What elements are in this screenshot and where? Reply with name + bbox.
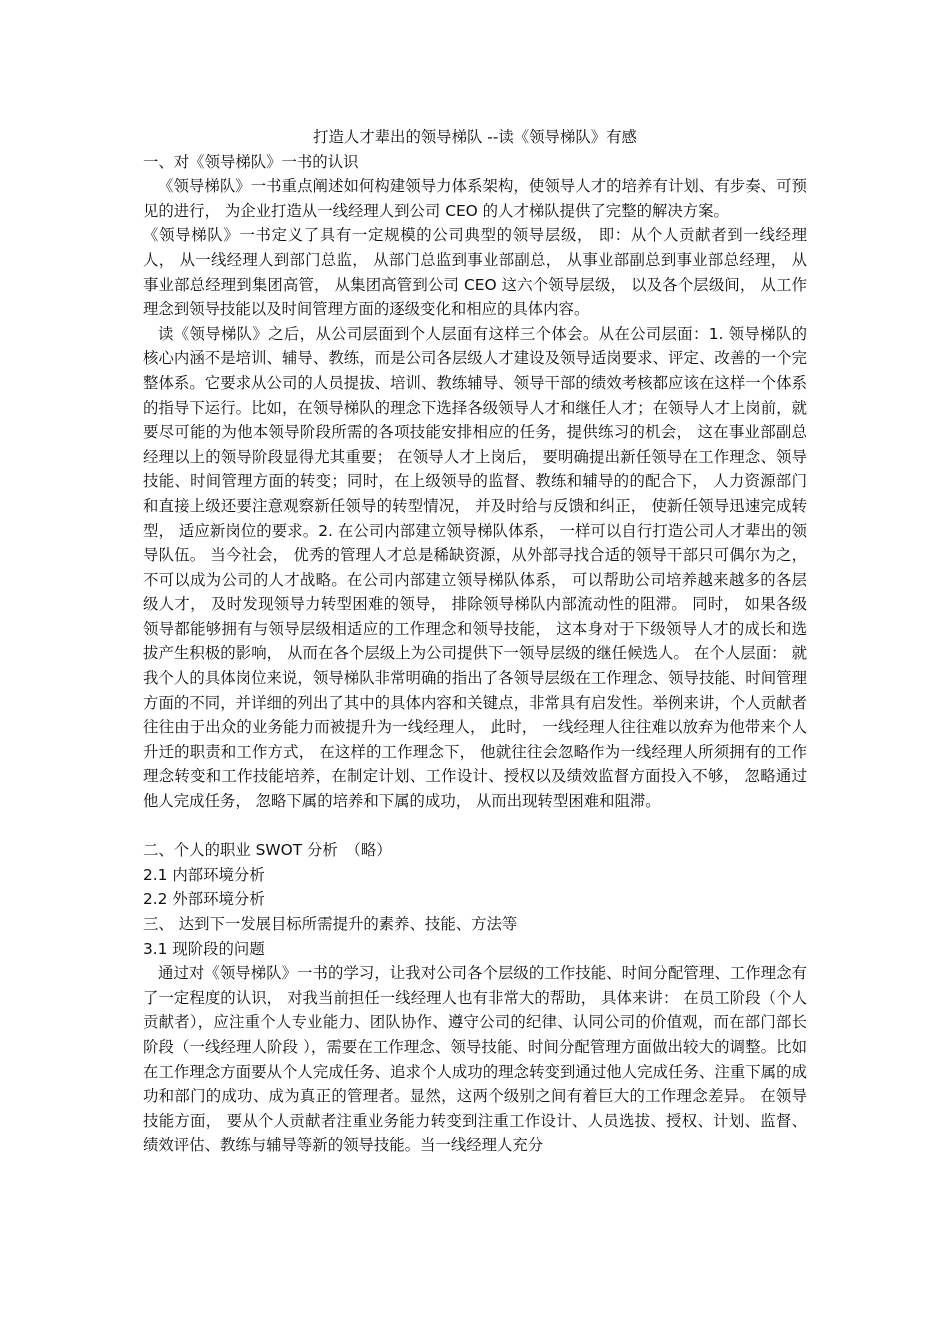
- section-3-paragraph-1: 通过对《领导梯队》一书的学习，让我对公司各个层级的工作技能、时间分配管理、工作理念有了一定程度的认识， 对我当前担任一线经理人也有非常大的帮助， 具体来讲： 在员工阶段（个人贡献者），应注重个人专业能力、团队协作、遵守公司的纪律、认同公司的价值观，而在部门部长阶段（一线经理人阶段 ），需要在工作理念、领导技能、时间分配管理方面做出较大的调整。比如在工作理念方面要从个人完成任务、追求个人成功的理念转变到通过他人完成任务、注重下属的成功和部门的成功、成为真正的管理者。显然，这两个级别之间有着巨大的工作理念差异。 在领导技能方面， 要从个人贡献者注重业务能力转变到注重工作设计、人员选拔、授权、计划、监督、绩效评估、教练与辅导等新的领导技能。当一线经理人充分: [143, 964, 807, 1155]
- blank-line: [143, 814, 807, 839]
- document-body: [143, 125, 807, 1158]
- section-1-paragraph-1: 《领导梯队》一书重点阐述如何构建领导力体系架构，使领导人才的培养有计划、有步奏、可预见的进行， 为企业打造从一线经理人到公司 CEO 的人才梯队提供了完整的解决方案。: [143, 177, 807, 220]
- section-2-heading: 二、个人的职业 SWOT 分析 （略）: [143, 841, 392, 860]
- section-3-1-heading: 3.1 现阶段的问题: [143, 939, 265, 958]
- section-2-2-heading: 2.2 外部环境分析: [143, 890, 265, 909]
- section-3-heading: 三、 达到下一发展目标所需提升的素养、技能、方法等: [143, 915, 518, 933]
- section-1-heading: 一、对《领导梯队》一书的认识: [143, 152, 359, 171]
- document-title: 打造人才辈出的领导梯队 --读《领导梯队》有感: [313, 128, 637, 146]
- section-1-paragraph-2: 《领导梯队》一书定义了具有一定规模的公司典型的领导层级， 即：从个人贡献者到一线经理人， 从一线经理人到部门总监， 从部门总监到事业部副总， 从事业部副总到事业部总经理， 从事业部总经理到集团高管， 从集团高管到公司 CEO 这六个领导层级， 以及各个层级间， 从工作理念到领导技能以及时间管理方面的逐级变化和相应的具体内容。: [143, 226, 807, 319]
- section-2-1-heading: 2.1 内部环境分析: [143, 865, 265, 884]
- section-1-paragraph-3: 读《领导梯队》之后，从公司层面到个人层面有这样三个体会。从在公司层面：1. 领导梯队的核心内涵不是培训、辅导、教练，而是公司各层级人才建设及领导适岗要求、评定、改善的一个完整体系。它要求从公司的人员提拔、培训、教练辅导、领导干部的绩效考核都应该在这样一个体系的指导下运行。比如，在领导梯队的理念下选择各级领导人才和继任人才；在领导人才上岗前，就要尽可能的为他本领导阶段所需的各项技能安排相应的任务，提供练习的机会， 这在事业部副总经理以上的领导阶段显得尤其重要； 在领导人才上岗后， 要明确提出新任领导在工作理念、领导技能、时间管理方面的转变；同时，在上级领导的监督、教练和辅导的的配合下， 人力资源部门和直接上级还要注意观察新任领导的转型情况， 并及时给与反馈和纠正， 使新任领导迅速完成转型， 适应新岗位的要求。2. 在公司内部建立领导梯队体系， 一样可以自行打造公司人才辈出的领导队伍。 当今社会， 优秀的管理人才总是稀缺资源，从外部寻找合适的领导干部只可偶尔为之，不可以成为公司的人才战略。在公司内部建立领导梯队体系， 可以帮助公司培养越来越多的各层级人才， 及时发现领导力转型困难的领导， 排除领导梯队内部流动性的阻滞。 同时， 如果各级领导都能够拥有与领导层级相适应的工作理念和领导技能， 这本身对于下级领导人才的成长和选拔产生积极的影响， 从而在各个层级上为公司提供下一领导层级的继任候选人。 在个人层面： 就我个人的具体岗位来说，领导梯队非常明确的指出了各领导层级在工作理念、领导技能、时间管理方面的不同，并详细的列出了其中的具体内容和关键点，非常具有启发性。举例来讲，个人贡献者往往由于出众的业务能力而被提升为一线经理人， 此时， 一线经理人往往难以放弃为他带来个人升迁的职责和工作方式， 在这样的工作理念下， 他就往往会忽略作为一线经理人所须拥有的工作理念转变和工作技能培养，在制定计划、工作设计、授权以及绩效监督方面投入不够， 忽略通过他人完成任务， 忽略下属的培养和下属的成功， 从而出现转型困难和阻滞。: [143, 324, 807, 811]
